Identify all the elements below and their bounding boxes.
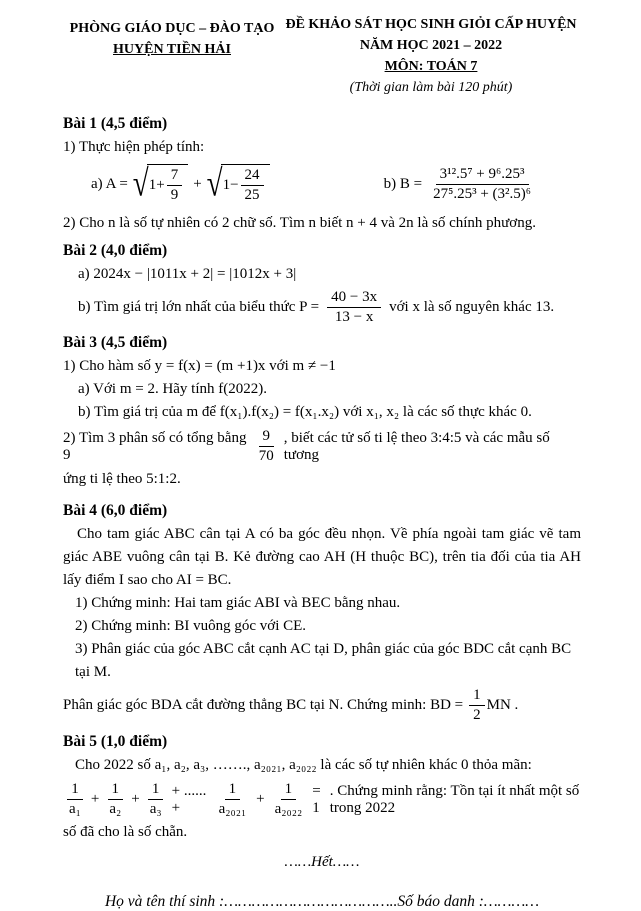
exam-title-block (281, 14, 581, 98)
bai2-b-text: b) Tìm giá trị lớn nhất của biểu thức P = (78, 298, 320, 315)
bai3-item1: 1) Cho hàm số y = f(x) = (m +1)x với m ≠ −1 (63, 358, 336, 374)
bai4-item2: 2) Chứng minh: BI vuông góc với CE. (75, 617, 307, 634)
formula-a-label: a) A = (91, 175, 128, 192)
page-header (63, 14, 581, 98)
bai5-sum-text: . Chứng minh rằng: Tồn tại ít nhất một số trong 2022 (329, 782, 580, 816)
fraction: $\frac{7}{9}$ (167, 167, 183, 205)
sqrt-expression (207, 164, 270, 205)
bai4-item3-text-post: MN . (486, 696, 519, 713)
plus-operator: + (90, 791, 100, 808)
bai1-item1: 1) Thực hiện phép tính: (63, 139, 205, 155)
bai3-item2-cont: ứng ti lệ theo 5:1:2. (63, 470, 181, 487)
fraction: $\frac{1}{\text{a₁}}$ (69, 781, 81, 818)
ellipsis-operator: + ...... + (171, 782, 207, 816)
bai2-item-b (63, 289, 581, 327)
fraction: $\frac{1}{2}$ (469, 687, 485, 725)
issuing-org-block (63, 14, 281, 98)
bai3-item2 (63, 428, 581, 466)
section-4-title: Bài 4 (6,0 điểm) (63, 501, 168, 519)
bai3-item2-text-post: , biết các tử số ti lệ theo 3:4:5 và các mẫu số tương (283, 429, 550, 463)
formula-b-label: b) B = (383, 175, 423, 192)
bai2-item-a: a) 2024x − |1011x + 2| = |1012x + 3| (78, 265, 297, 282)
bai4-paragraph: Cho tam giác ABC cân tại A có ba góc đều nhọn. Về phía ngoài tam giác vẽ tam giác ABE vuông cân tại B. Kẻ đường cao AH (H thuộc BC), trên tia đối của tia AH lấy điểm I sao cho AI = BC. (63, 525, 581, 588)
org-name: PHÒNG GIÁO DỤC – ĐÀO TẠO (69, 21, 275, 36)
bai4-item3: 3) Phân giác của góc ABC cắt cạnh AC tại D, phân giác của góc BDC cắt cạnh BC tại M. (75, 640, 572, 680)
bai1-formula-a (91, 164, 270, 205)
exam-duration: (Thời gian làm bài 120 phút) (349, 80, 513, 95)
bai2-b-text-post: với x là số nguyên khác 13. (389, 298, 555, 315)
bai4-item3-text: Phân giác góc BDA cắt đường thẳng BC tại N. Chứng minh: BD = (63, 696, 464, 713)
fraction: $\frac{1}{\text{a₂}}$ (109, 781, 122, 818)
plus-operator: + (131, 791, 140, 808)
plus-operator: + (256, 791, 265, 808)
sqrt-expression (133, 164, 188, 205)
bai3-item2-text: 2) Tìm 3 phân số có tổng bằng 9 (63, 429, 247, 463)
fraction: $\frac{1}{\text{a₃}}$ (149, 781, 162, 818)
bai5-intro: Cho 2022 số a₁, a₂, a₃, ……., a₂₀₂₁, a₂₀₂₂ là các số tự nhiên khác 0 thỏa mãn: (75, 757, 532, 773)
equals-value: = 1 (312, 782, 321, 816)
fraction: $\frac{1}{\text{a₂₀₂₁}}$ (218, 781, 247, 818)
bai1-formula-b (384, 166, 537, 204)
org-district: HUYỆN TIỀN HẢI (113, 42, 231, 57)
fraction: $\frac{24}{25}$ (241, 167, 264, 205)
bai5-cont: số đã cho là số chẵn. (63, 823, 188, 840)
bai5-sum-equation (63, 781, 581, 819)
plus-operator: + (193, 175, 202, 192)
radicand-text: 1+ (148, 177, 165, 194)
fraction: $\frac{40 - 3x}{13 - x}$ (327, 289, 381, 327)
radical-icon: √ (206, 162, 223, 205)
fraction: $\frac{9}{70}$ (258, 428, 274, 465)
section-1-title: Bài 1 (4,5 điểm) (63, 115, 168, 132)
radical-icon: √ (132, 162, 149, 205)
bai4-item3-cont (63, 687, 581, 725)
bai1-item2: 2) Cho n là số tự nhiên có 2 chữ số. Tìm n biết n + 4 và 2n là số chính phương. (63, 214, 536, 231)
exam-subject: MÔN: TOÁN 7 (384, 59, 478, 74)
fraction: $\frac{1}{\text{a₂₀₂₂}}$ (274, 781, 303, 818)
section-3-title: Bài 3 (4,5 điểm) (63, 334, 168, 351)
bai3-item1a: a) Với m = 2. Hãy tính f(2022). (78, 381, 268, 397)
bai1-formulas (63, 164, 581, 205)
bai4-item1: 1) Chứng minh: Hai tam giác ABI và BEC bằng nhau. (75, 594, 401, 611)
fraction: $\frac{\text{3¹².5⁷ + 9⁶.25³}}{\text{27⁵.25³ + (3².5)⁶}}$ (433, 165, 531, 202)
bai3-item1b: b) Tìm giá trị của m để f(x₁).f(x₂) = f(x₁.x₂) với x₁, x₂ là các số thực khác 0. (78, 404, 532, 420)
section-5-title: Bài 5 (1,0 điểm) (63, 733, 168, 750)
section-2-title: Bài 2 (4,0 điểm) (63, 241, 168, 259)
exam-year: NĂM HỌC 2021 – 2022 (359, 38, 503, 53)
radicand-text: 1− (222, 177, 239, 194)
end-marker: ……Hết…… (284, 853, 360, 870)
candidate-name-line: Họ và tên thí sinh :………………………………..Số báo danh :………… (104, 892, 540, 910)
exam-title: ĐỀ KHẢO SÁT HỌC SINH GIỎI CẤP HUYỆN (285, 17, 577, 32)
